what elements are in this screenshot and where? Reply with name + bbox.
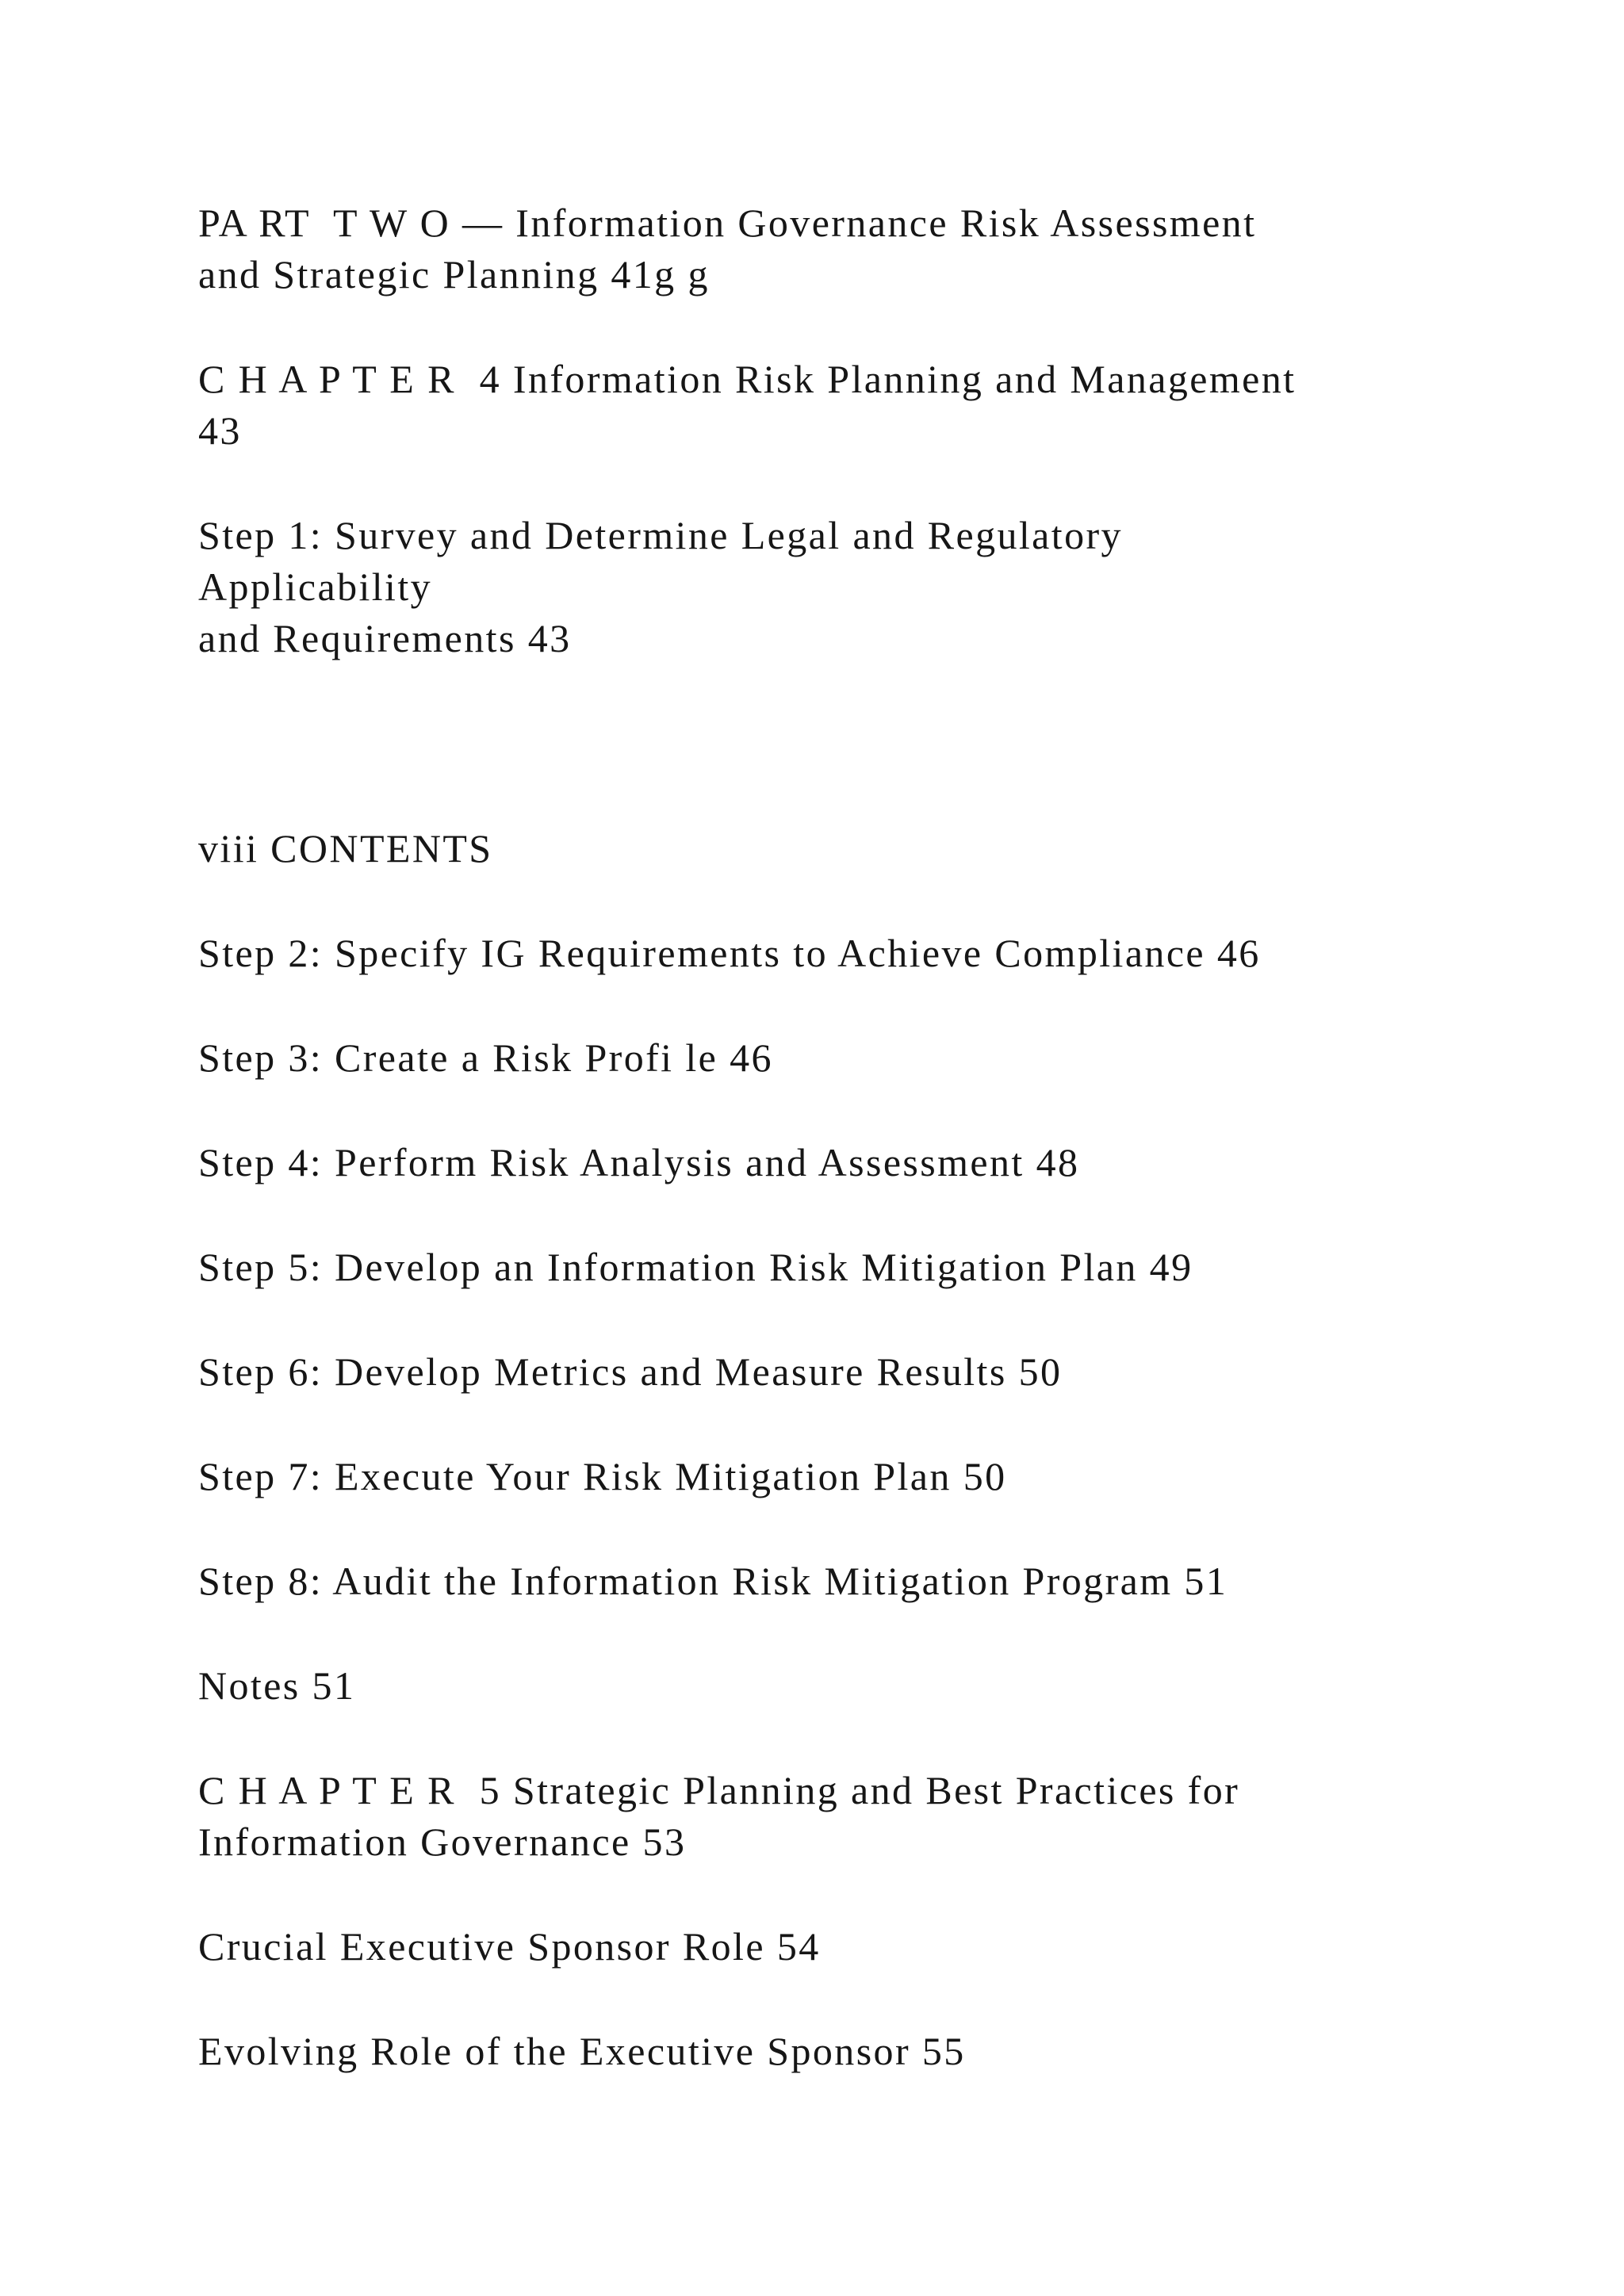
chapter-5-heading-line-2: Information Governance 53 [198, 1820, 687, 1864]
step-7-entry: Step 7: Execute Your Risk Mitigation Plan 50 [198, 1454, 1007, 1498]
step-1-entry-line-2: Applicability [198, 564, 433, 609]
step-4-entry: Step 4: Perform Risk Analysis and Assessment 48 [198, 1140, 1080, 1184]
chapter-4-heading-line-1: C H A P T E R 4 Information Risk Planning and Management [198, 357, 1297, 401]
notes-entry: Notes 51 [198, 1663, 356, 1708]
running-header: viii CONTENTS [198, 826, 493, 871]
step-3-entry: Step 3: Create a Risk Profi le 46 [198, 1035, 773, 1080]
part-two-heading-line-2: and Strategic Planning 41g g [198, 252, 710, 297]
step-1-entry-line-3: and Requirements 43 [198, 616, 572, 660]
step-6-entry: Step 6: Develop Metrics and Measure Results 50 [198, 1349, 1063, 1394]
chapter-4-heading-line-2: 43 [198, 408, 242, 453]
executive-sponsor-role-entry: Crucial Executive Sponsor Role 54 [198, 1924, 821, 1969]
chapter-5-heading-line-1: C H A P T E R 5 Strategic Planning and Best Practices for [198, 1768, 1240, 1812]
step-8-entry: Step 8: Audit the Information Risk Mitigation Program 51 [198, 1559, 1228, 1603]
evolving-role-entry: Evolving Role of the Executive Sponsor 55 [198, 2029, 966, 2073]
part-two-heading-line-1: PA RT T W O — Information Governance Risk Assessment [198, 201, 1257, 245]
step-2-entry: Step 2: Specify IG Requirements to Achieve Compliance 46 [198, 931, 1261, 975]
step-1-entry-line-1: Step 1: Survey and Determine Legal and Regulatory [198, 513, 1123, 557]
step-5-entry: Step 5: Develop an Information Risk Mitigation Plan 49 [198, 1245, 1193, 1289]
